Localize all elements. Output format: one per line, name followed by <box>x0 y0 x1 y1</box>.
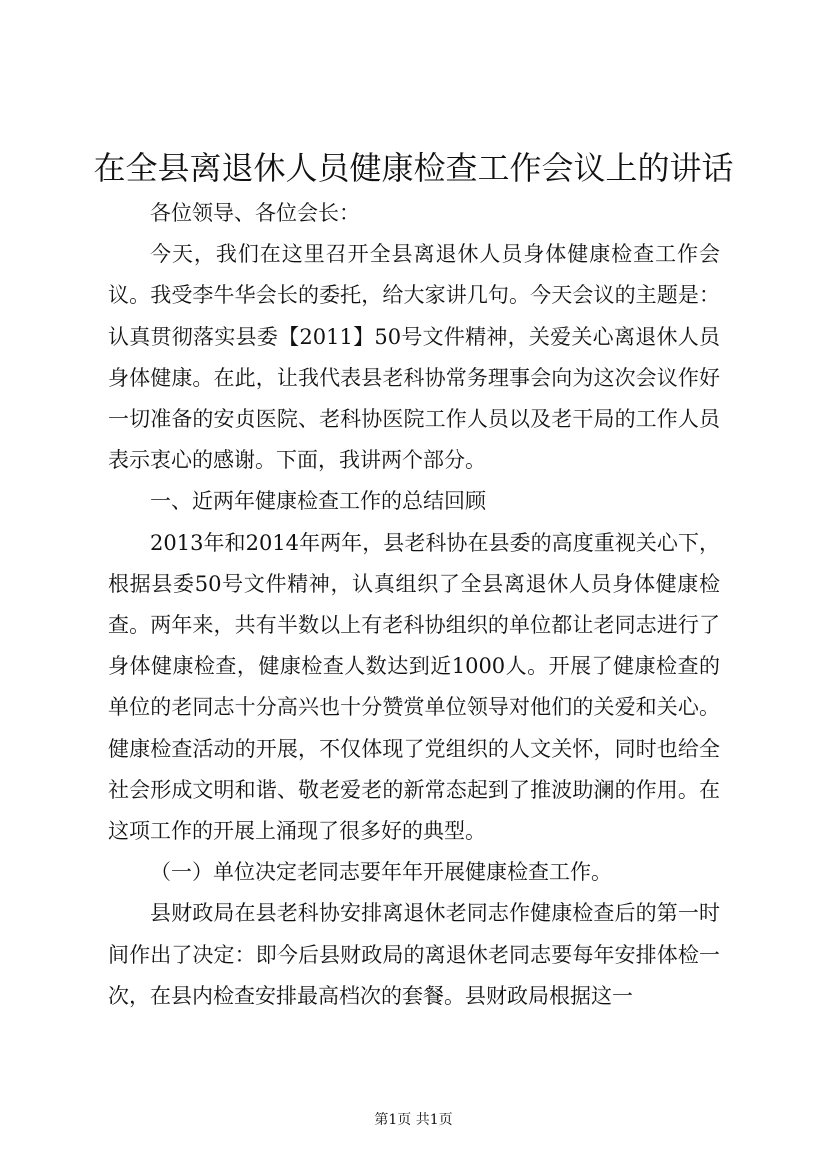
intro-paragraph: 今天，我们在这里召开全县离退休人员身体健康检查工作会议。我受李牛华会长的委托，给大家讲几句。今天会议的主题是：认真贯彻落实县委【2011】50号文件精神，关爱关心离退休人员身体健康。在此，让我代表县老科协常务理事会向为这次会议作好一切准备的安贞医院、老科协医院工作人员以及老干局的工作人员表示衷心的感谢。下面，我讲两个部分。 <box>108 242 720 473</box>
document-body <box>108 193 720 1017</box>
review-paragraph: 2013年和2014年两年，县老科协在县委的高度重视关心下，根据县委50号文件精神，认真组织了全县离退休人员身体健康检查。两年来，共有半数以上有老科协组织的单位都让老同志进行了身体健康检查，健康检查人数达到近1000人。开展了健康检查的单位的老同志十分高兴也十分赞赏单位领导对他们的关爱和关心。健康检查活动的开展，不仅体现了党组织的人文关怀，同时也给全社会形成文明和谐、敬老爱老的新常态起到了推波助澜的作用。在这项工作的开展上涌现了很多好的典型。 <box>108 530 720 844</box>
subsection-heading: （一）单位决定老同志要年年开展健康检查工作。 <box>150 860 612 885</box>
section-heading: 一、近两年健康检查工作的总结回顾 <box>150 489 486 514</box>
salutation-paragraph: 各位领导、各位会长： <box>150 201 360 225</box>
document-title: 在全县离退休人员健康检查工作会议上的讲话 <box>93 149 734 187</box>
page-footer: 第1页 共1页 <box>374 1112 453 1128</box>
finance-bureau-paragraph: 县财政局在县老科协安排离退休老同志作健康检查后的第一时间作出了决定：即今后县财政局的离退休老同志要每年安排体检一次，在县内检查安排最高档次的套餐。县财政局根据这一 <box>108 901 720 1008</box>
